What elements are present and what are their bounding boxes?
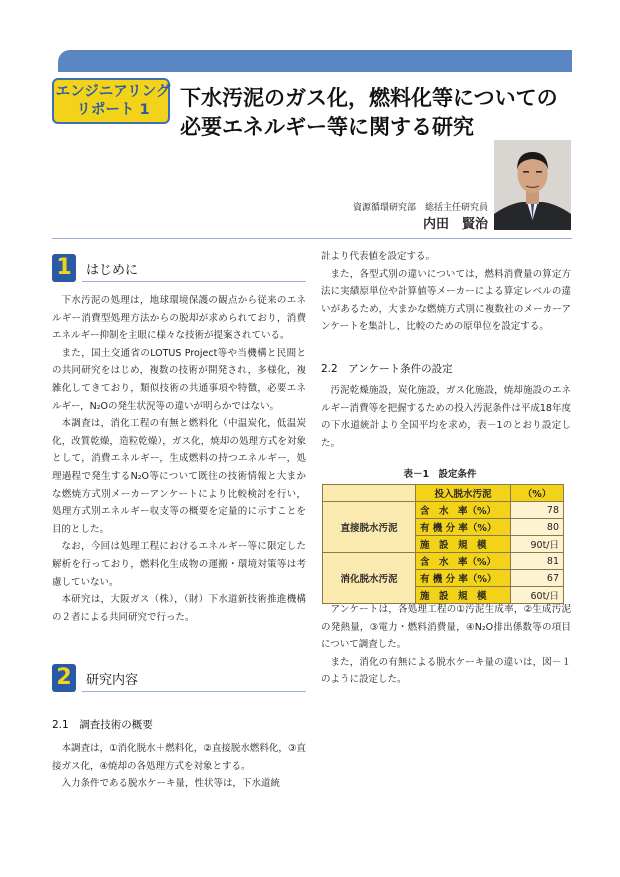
table-row <box>323 553 564 570</box>
table-group-name: 消化脱水汚泥 <box>323 553 416 604</box>
paragraph: 計より代表値を設定する。 <box>321 251 436 262</box>
badge-line2: リポート 1 <box>76 102 150 118</box>
right-column-top <box>321 248 571 336</box>
table-caption: 表－1 設定条件 <box>403 469 477 480</box>
table-value: 78 <box>511 502 564 519</box>
table-header-row <box>323 485 564 502</box>
subsection-2-2-heading: 2.2 アンケート条件の設定 <box>321 363 453 375</box>
table-row <box>323 502 564 519</box>
paragraph: 下水汚泥の処理は，地球環境保護の観点から従来のエネルギー消費型処理方法からの脱却が求められており，消費エネルギー抑制を主眼に様々な技術が提案されている。 <box>52 295 306 342</box>
table-value: 81 <box>511 553 564 570</box>
table-corner-cell <box>323 485 416 502</box>
paragraph: 本調査は，①消化脱水＋燃料化，②直接脱水燃料化，③直接ガス化，④焼却の各処理方式を対象とする。 <box>52 743 306 772</box>
table-item: 有 機 分 率（%） <box>416 570 511 587</box>
table-value: 67 <box>511 570 564 587</box>
section-1-heading <box>52 254 306 284</box>
right-column-bottom <box>321 601 571 689</box>
paragraph: 汚泥乾燥施設，炭化施設，ガス化施設，焼却施設のエネルギー消費等を把握するための投入汚泥条件は平成18年度の下水道統計より全国平均を求め，表－1のとおり設定した。 <box>321 385 571 449</box>
section-2-heading <box>52 664 306 694</box>
page-title-line1: 下水汚泥のガス化，燃料化等についての <box>180 86 558 110</box>
header-divider <box>52 238 572 239</box>
page-title-line2: 必要エネルギー等に関する研究 <box>180 115 474 139</box>
table-item: 施 設 規 模 <box>416 536 511 553</box>
paragraph: 入力条件である脱水ケーキ量，性状等は，下水道統 <box>61 778 281 790</box>
subsection-2-2-body <box>321 382 571 452</box>
table-item: 含 水 率（%） <box>416 553 511 570</box>
section-2-title: 研究内容 <box>86 673 139 688</box>
table-value: 90t/日 <box>511 536 564 553</box>
author-affiliation: 資源循環研究部 総括主任研究員 <box>352 203 488 213</box>
table-group-name: 直接脱水汚泥 <box>323 502 416 553</box>
subsection-2-1-heading: 2.1 調査技術の概要 <box>52 719 153 731</box>
subsection-2-1-body <box>52 740 306 793</box>
section-2-rule <box>82 691 306 692</box>
badge-line1: エンジニアリング <box>55 84 171 100</box>
section-1-number: 1 <box>52 254 76 282</box>
paragraph: また，国土交通省のLOTUS Project等や当機構と民間との共同研究をはじめ，複数の技術が開発され，多様化，複雑化してきており，類似技術の共通事項や特徴，必要エネルギー，N₂Oの発生状況等の違いが明らかではない。 <box>52 347 306 412</box>
table-header-unit: （%） <box>511 485 564 502</box>
paragraph: また，消化の有無による脱水ケーキ量の違いは，図－１のように設定した。 <box>321 656 571 686</box>
author-portrait-photo <box>494 140 571 230</box>
table-value: 80 <box>511 519 564 536</box>
table-item: 有 機 分 率（%） <box>416 519 511 536</box>
table-item: 含 水 率（%） <box>416 502 511 519</box>
paragraph: アンケートは，各処理工程の①汚泥生成率，②生成汚泥の発熱量，③電力・燃料消費量，④N₂O排出係数等の項目について調査した。 <box>321 604 571 651</box>
section-1-rule <box>82 281 306 282</box>
section-1-body <box>52 292 306 626</box>
paragraph: 本研究は，大阪ガス（株），（財）下水道新技術推進機構の２者による共同研究で行った。 <box>52 594 306 623</box>
report-badge <box>52 78 170 124</box>
paragraph: 本調査は，消化工程の有無と燃料化（中温炭化，低温炭化，改質乾燥，造粒乾燥），ガス化，焼却の処理方式を対象として，消費エネルギー，生成燃料の持つエネルギー，処理過程で発生するN₂O等について既往の技術情報と大まかな燃焼方式別メーカーアンケートにより比較検討を行い，処理方式別エネルギー収支等の概要を定量的に示すことを目的とした。 <box>52 418 306 535</box>
table-header-label: 投入脱水汚泥 <box>416 485 511 502</box>
section-1-title: はじめに <box>86 263 139 278</box>
paragraph: なお，今回は処理工程におけるエネルギー等に限定した解析を行っており，燃料化生成物の運搬・環境対策等は考慮していない。 <box>52 541 306 588</box>
section-2-number: 2 <box>52 664 76 692</box>
table-item: 施 設 規 模 <box>416 587 511 604</box>
paragraph: また，各型式別の違いについては，燃料消費量の算定方法に実績原単位や計算値等メーカーによる算定レベルの違いがあるため，大まかな燃焼方式別に複数社のメーカーアンケートを集計し，比較のための原単位を設定する。 <box>321 268 571 333</box>
header-band <box>58 50 572 72</box>
table-value: 60t/日 <box>511 587 564 604</box>
conditions-table <box>322 484 564 604</box>
author-name: 内田 賢治 <box>422 217 488 232</box>
